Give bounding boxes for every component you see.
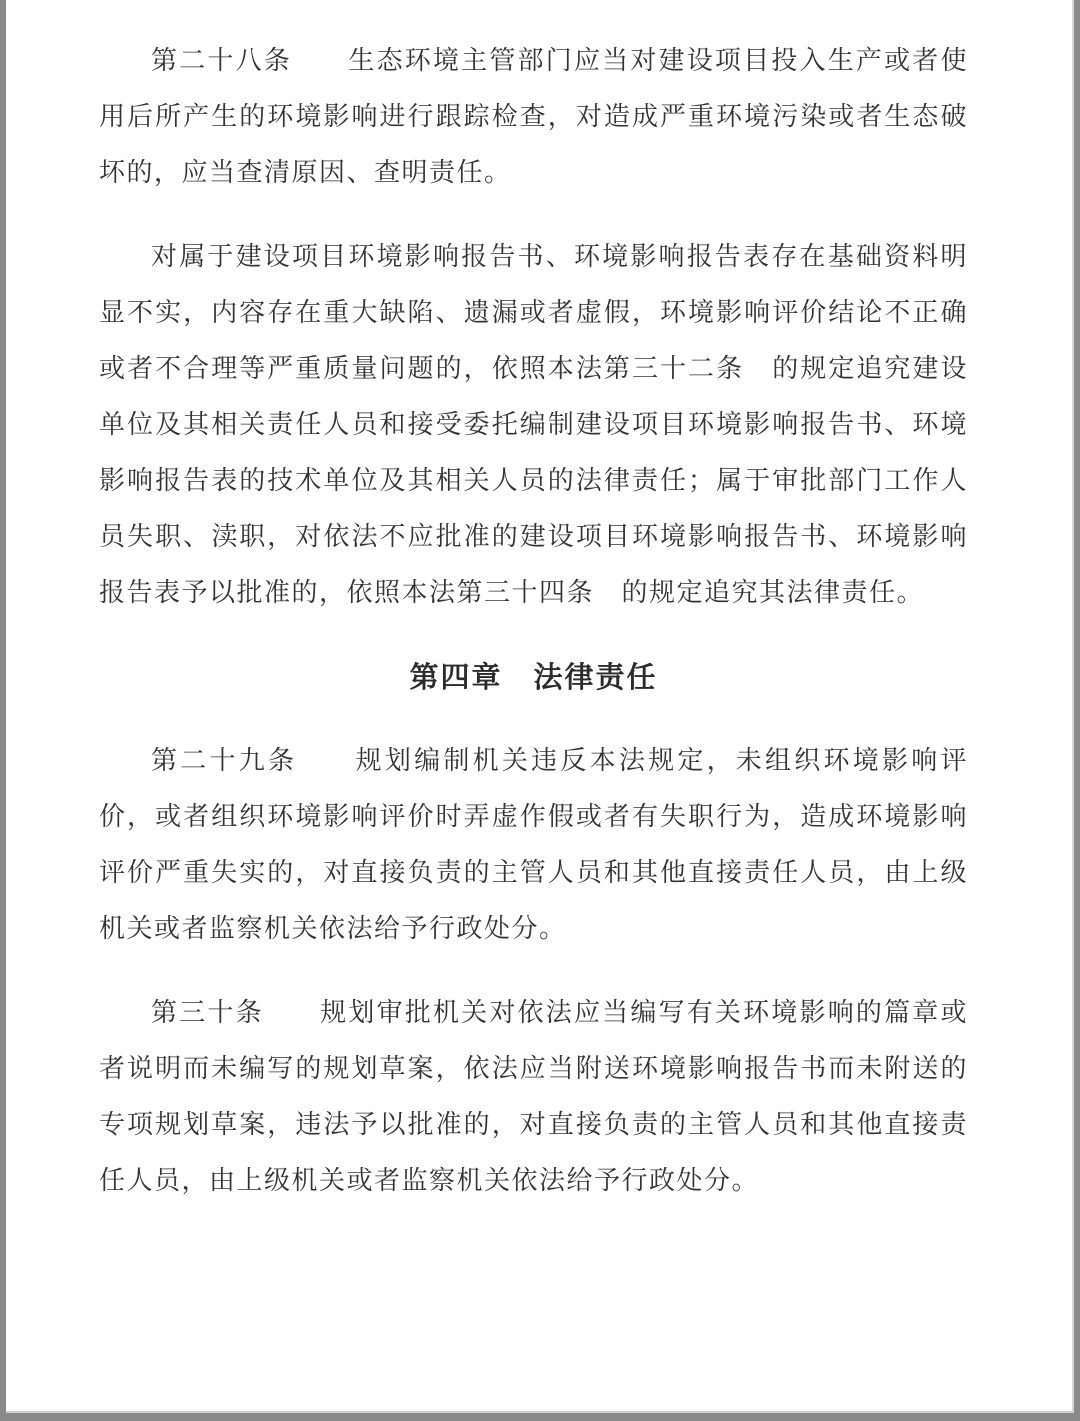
paragraph-report-quality-liability: 对属于建设项目环境影响报告书、环境影响报告表存在基础资料明显不实，内容存在重大缺陷、遗漏或者虚假，环境影响评价结论不正确或者不合理等严重质量问题的，依照本法第三十二条 的规定追究建设单位及其相关责任人员和接受委托编制建设项目环境影响报告书、环境影响报告表的技术单位及其相关人员的法律责任；属于审批部门工作人员失职、渎职，对依法不应批准的建设项目环境影响报告书、环境影响报告表予以批准的，依照本法第三十四条 的规定追究其法律责任。	[99, 242, 968, 608]
document-page	[6, 0, 1074, 1413]
paragraph-article-29: 第二十九条 规划编制机关违反本法规定，未组织环境影响评价，或者组织环境影响评价时弄虚作假或者有失职行为，造成环境影响评价严重失实的，对直接负责的主管人员和其他直接责任人员，由上级机关或者监察机关依法给予行政处分。	[99, 746, 968, 944]
paragraph-article-30: 第三十条 规划审批机关对依法应当编写有关环境影响的篇章或者说明而未编写的规划草案，依法应当附送环境影响报告书而未附送的专项规划草案，违法予以批准的，对直接负责的主管人员和其他直接责任人员，由上级机关或者监察机关依法给予行政处分。	[99, 998, 968, 1196]
chapter-4-heading: 第四章 法律责任	[409, 660, 658, 694]
paragraph-article-28: 第二十八条 生态环境主管部门应当对建设项目投入生产或者使用后所产生的环境影响进行跟踪检查，对造成严重环境污染或者生态破坏的，应当查清原因、查明责任。	[99, 46, 968, 188]
